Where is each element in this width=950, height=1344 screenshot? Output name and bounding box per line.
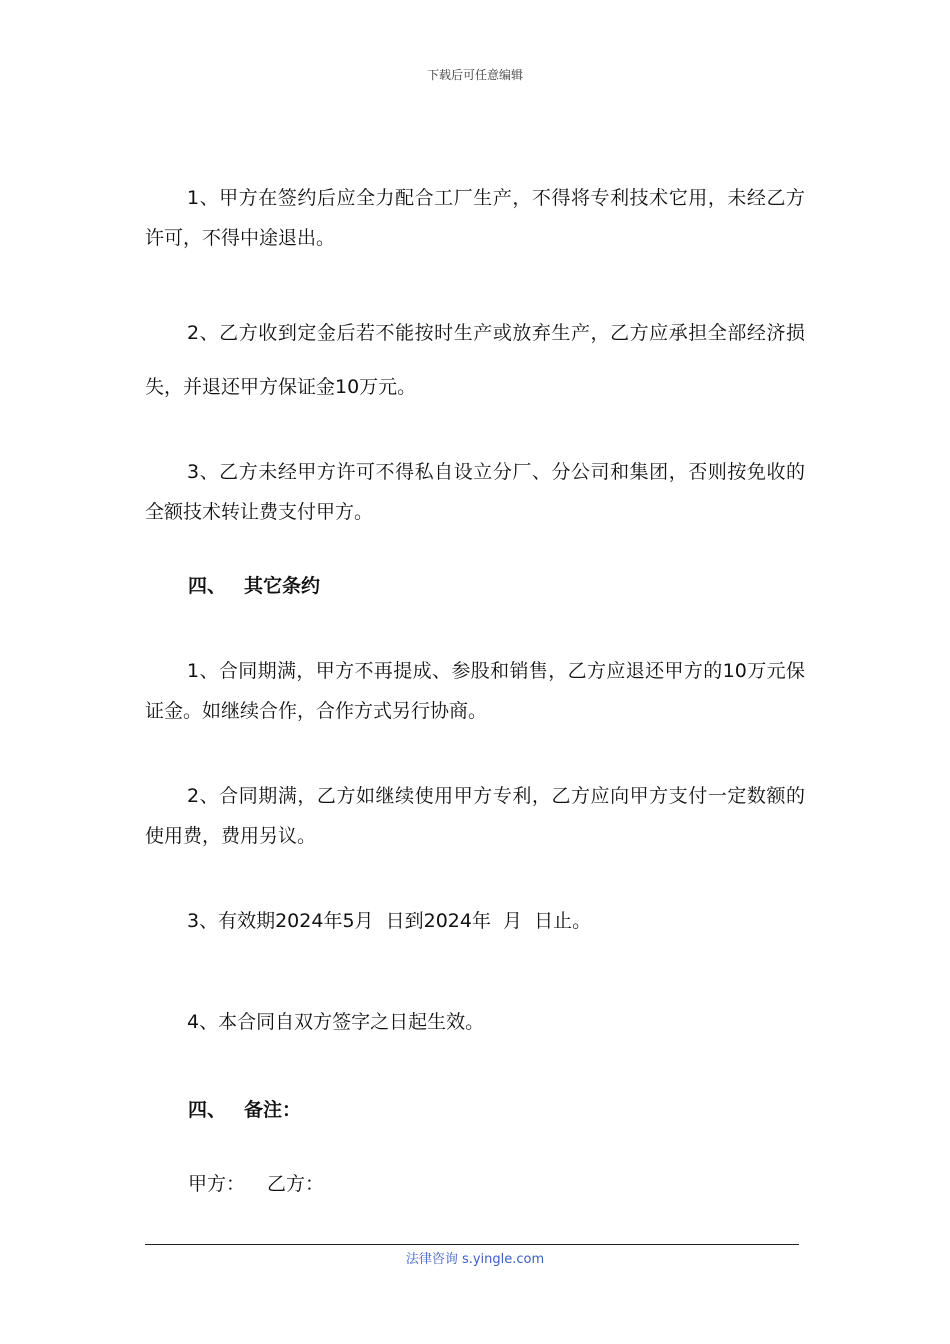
section-number: 四、 [188, 575, 227, 597]
signature-line [188, 1169, 324, 1199]
party-a-label: 甲方： [188, 1173, 246, 1195]
clause-a-2: 2、乙方收到定金后若不能按时生产或放弃生产，乙方应承担全部经济损失，并退还甲方保证金10万元。 [145, 322, 805, 398]
clause-a-1: 1、甲方在签约后应全力配合工厂生产，不得将专利技术它用，未经乙方许可，不得中途退出。 [145, 187, 805, 249]
clause-b-2: 2、合同期满，乙方如继续使用甲方专利，乙方应向甲方支付一定数额的使用费，费用另议。 [145, 785, 805, 847]
clause-b-3: 3、有效期2024年5月 日到2024年 月 日止。 [187, 910, 592, 932]
clause-b-1: 1、合同期满，甲方不再提成、参股和销售，乙方应退还甲方的10万元保证金。如继续合作，合作方式另行协商。 [145, 660, 805, 722]
section-title: 其它条约 [244, 575, 321, 597]
section-heading-notes [188, 1095, 301, 1125]
footer-link[interactable]: 法律咨询 s.yingle.com [405, 1252, 545, 1267]
section-number: 四、 [188, 1099, 227, 1121]
footer-divider [145, 1244, 799, 1245]
clause-a-3: 3、乙方未经甲方许可不得私自设立分厂、分公司和集团，否则按免收的全额技术转让费支付甲方。 [145, 461, 805, 523]
section-heading-other-terms [188, 571, 320, 601]
page-header: 下载后可任意编辑 [426, 68, 523, 82]
party-b-label: 乙方： [267, 1173, 325, 1195]
section-title: 备注： [244, 1099, 302, 1121]
clause-b-4: 4、本合同自双方签字之日起生效。 [187, 1011, 485, 1033]
